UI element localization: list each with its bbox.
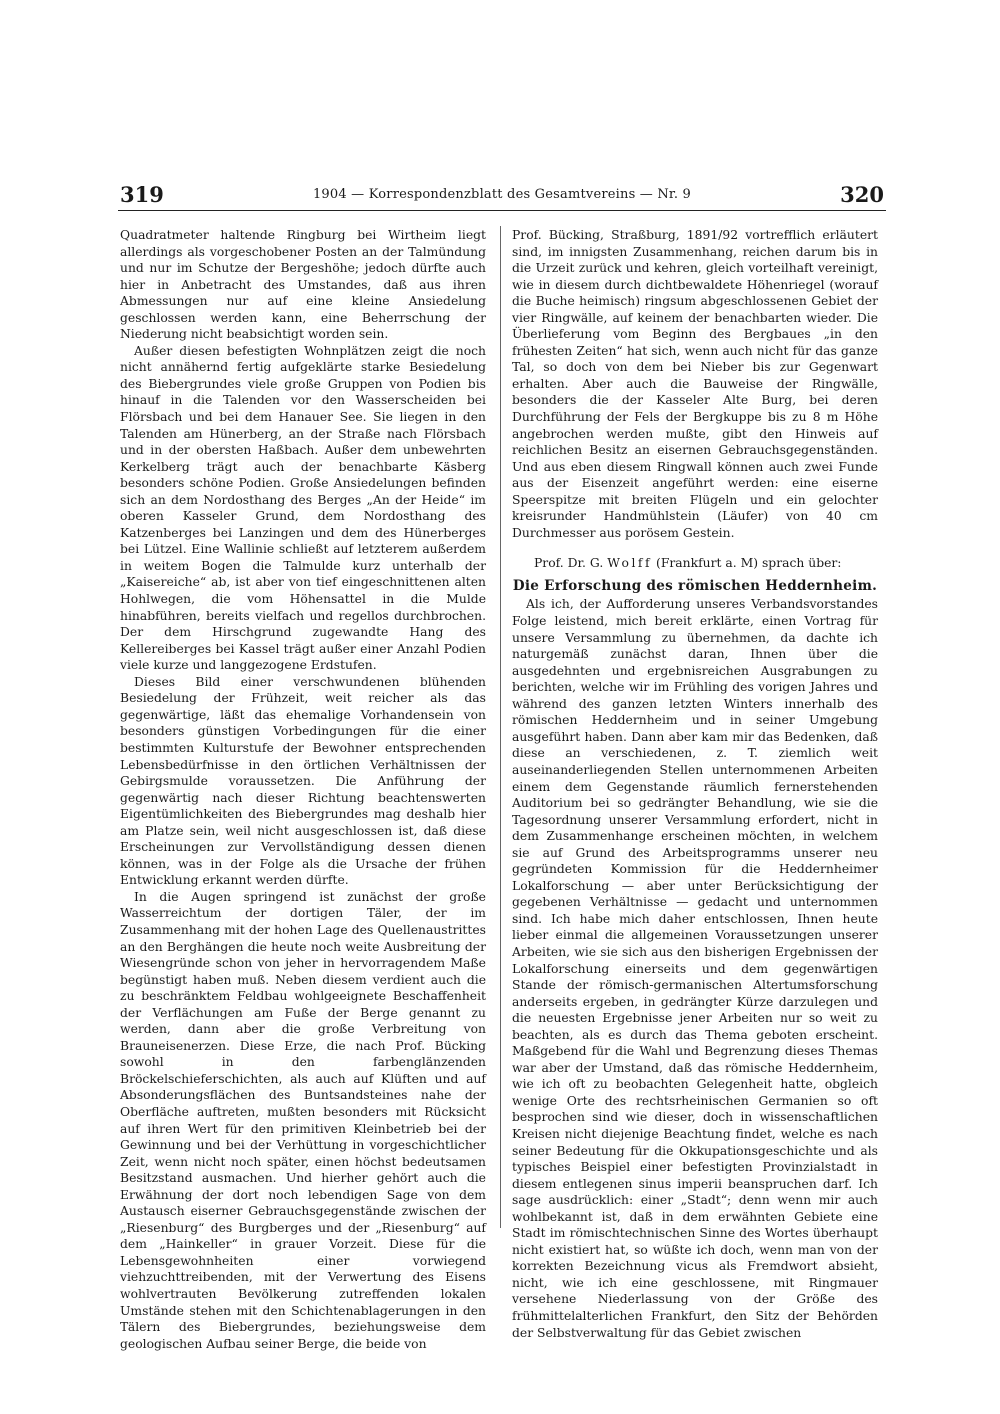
column-divider xyxy=(500,226,501,1228)
paragraph: Dieses Bild einer verschwundenen blühenden Besiedelung der Frühzeit, weit reicher als das gegenwärtige, läßt das ehemalige Vorhandensein von besonders günstigen Vorbedingungen für die einer bestimmten Kulturstufe der Bewohner entsprechenden Lebensbedürfnisse in den örtlichen Verhältnissen der Gebirgsmulde voraussetzen. Die Anführung der gegenwärtig nach dieser Richtung beachtenswerten Eigentümlichkeiten des Biebergrundes mag deshalb hier am Platze sein, weil nicht ausgeschlossen ist, daß diese Erscheinungen zur Vervollständigung dessen dienen können, was in der Folge als die Ursache der frühen Entwicklung erkannt werden dürfte. xyxy=(120,674,486,888)
speaker-topic: (Frankfurt a. M) sprach über: xyxy=(656,556,842,571)
paragraph: Quadratmeter haltende Ringburg bei Wirtheim liegt allerdings als vorgeschobener Posten an der Talmündung und nur im Schutze der Bergeshöhe; jedoch dürfte auch hier in Anbetracht des Umstandes, daß aus ihren Abmessungen nur auf eine kleine Ansiedelung geschlossen werden kann, eine Beherrschung der Niederung nicht beabsichtigt worden sein. xyxy=(120,228,486,342)
running-title: 1904 — Korrespondenzblatt des Gesamtvereins — Nr. 9 xyxy=(312,187,692,202)
page-number-right: 320 xyxy=(840,182,884,207)
paragraph: Prof. Bücking, Straßburg, 1891/92 vortrefflich erläutert sind, im innigsten Zusammenhang, reichen darum bis in die Urzeit zurück und kehren, gleich vorteilhaft vereinigt, wie in diesem durch dichtbewaldete Höhenriegel (worauf die Buche heimisch) ringsum abgeschlossenen Gebiet der vier Ringwälle, auf keinem der benachbarten wieder. Die Überlieferung vom Beginn des Bergbaues „in den frühesten Zeiten“ hat sich, wenn auch nicht für das ganze Tal, so doch von dem bei Nieber bis zur Gegenwart erhalten. Aber auch die Bauweise der Ringwälle, besonders die der Kasseler Alte Burg, bei deren Durchführung der Fels der Bergkuppe bis zu 8 m Höhe angebrochen werden mußte, gibt den Hinweis auf reichlichen Besitz an eisernen Gebrauchsgegenständen. Und aus eben diesem Ringwall können auch zwei Funde aus der Eisenzeit angeführt werden: eine eiserne Speerspitze mit breiten Flügeln und ein gelochter kreisrunder Handmühlstein (Läufer) von 40 cm Durchmesser aus porösem Gestein. xyxy=(512,228,878,540)
page-number-left: 319 xyxy=(120,182,164,207)
right-column xyxy=(512,227,878,1341)
speaker-title: Prof. Dr. G. xyxy=(534,556,604,571)
left-column xyxy=(120,227,486,1352)
paragraph: In die Augen springend ist zunächst der große Wasserreichtum der dortigen Täler, der im Zusammenhang mit der hohen Lage des Quellenaustrittes an den Berghängen die heute noch weite Ausbreitung der Wiesengründe schon von jeher in hervorragendem Maße begünstigt haben muß. Neben diesem verdient auch die zu beschränktem Feldbau wohlgeeignete Beschaffenheit der Verflächungen am Fuße der Berge genannt zu werden, dann aber die große Verbreitung von Brauneisenerzen. Diese Erze, die nach Prof. Bücking sowohl in den farbenglänzenden Bröckelschieferschichten, als auch auf Klüften und auf Absonderungsflächen des Buntsandsteines nahe der Oberfläche auftreten, mußten besonders mit Rücksicht auf ihren Wert für den primitiven Kleinbetrieb bei der Gewinnung und bei der Verhüttung in vorgeschichtlicher Zeit, wenn nicht noch später, einen höchst bedeutsamen Besitzstand ausmachen. Und hierher gehört auch die Erwähnung der dort noch lebendigen Sage von dem Austausch eiserner Gebrauchsgegenstände zwischen der „Riesenburg“ des Burgberges und der „Riesenburg“ auf dem „Hainkeller“ in grauer Vorzeit. Diese für die Lebensgewohnheiten einer vorwiegend viehzuchttreibenden, mit der Verwertung des Eisens wohlvertrauten Bevölkerung zutreffenden lokalen Umstände stehen mit den Schichtenablagerungen in den Tälern des Biebergrundes, beziehungsweise dem geologischen Aufbau seiner Berge, die beide von xyxy=(120,889,486,1351)
paragraph: Außer diesen befestigten Wohnplätzen zeigt die noch nicht annähernd fertig aufgeklärte starke Besiedelung des Biebergrundes viele große Gruppen von Podien bis hinauf in die Talenden vor den Wasserscheiden bei Flörsbach und bei dem Hanauer See. Sie liegen in den Talenden am Hünerberg, an der Straße nach Flörsbach und in der obersten Haßbach. Außer dem unbewehrten Kerkelberg trägt auch der benachbarte Käsberg besonders schöne Podien. Große Ansiedelungen befinden sich an dem Nordosthang des Berges „An der Heide“ im oberen Kasseler Grund, dem Nordosthang des Katzenberges bei Lanzingen und dem des Hünerberges bei Lützel. Eine Wallinie schließt auf letzterem außerdem in weitem Bogen die Talmulde kurz unterhalb der „Kaisereiche“ ab, ist aber von tief eingeschnittenen alten Hohlwegen, die vom Höhensattel in die Mulde hinabführen, bereits vielfach und regellos durchbrochen. Der dem Hirschgrund zugewandte Hang des Kellereiberges bei Kassel trägt außer einer Anzahl Podien viele kurze und langgezogene Erdstufen. xyxy=(120,343,486,673)
speaker-name: Wolff xyxy=(607,556,653,571)
section-heading: Die Erforschung des römischen Heddernheim. xyxy=(512,577,878,594)
page-header xyxy=(118,180,886,211)
speaker-line xyxy=(512,555,878,572)
paragraph: Als ich, der Aufforderung unseres Verbandsvorstandes Folge leistend, mich bereit erklärte, einen Vortrag für unsere Versammlung zu übernehmen, da dachte ich naturgemäß zunächst daran, Ihnen über die ausgedehnten und ergebnisreichen Ausgrabungen zu berichten, welche wir im Frühling des vorigen Jahres und während des ganzen letzten Winters innerhalb des römischen Heddernheim und in seiner Umgebung ausgeführt haben. Dann aber kam mir das Bedenken, daß diese an verschiedenen, z. T. ziemlich weit auseinanderliegenden Stellen unternommenen Arbeiten einem dem Gegenstande räumlich fernerstehenden Auditorium bei so gedrängter Behandlung, wie sie die Tagesordnung unserer Versammlung erfordert, nicht in dem Zusammenhange erscheinen möchten, in welchem sie auf Grund des Arbeitsprogramms unserer neu gegründeten Kommission für die Heddernheimer Lokalforschung — aber unter Berücksichtigung der gegebenen Verhältnisse — gedacht und unternommen sind. Ich habe mich daher entschlossen, Ihnen heute lieber einmal die allgemeinen Voraussetzungen unserer Arbeiten, wie sie sich aus den bisherigen Ergebnissen der Lokalforschung einerseits und dem gegenwärtigen Stande der römisch-germanischen Altertumsforschung anderseits ergeben, in gedrängter Kürze darzulegen und die neuesten Ergebnisse jener Arbeiten nur so weit zu beachten, als es durch das Thema geboten erscheint. Maßgebend für die Wahl und Begrenzung dieses Themas war aber der Umstand, daß das römische Heddernheim, wie ich oft zu beobachten Gelegenheit hatte, obgleich wenige Orte des rechtsrheinischen Germanien so oft besprochen sind wie dieser, doch in wissenschaftlichen Kreisen nicht diejenige Beachtung findet, welche es nach seiner Bedeutung für die Okkupationsgeschichte und als typisches Beispiel einer befestigten Provinzialstadt in diesem entlegenen sinus imperii beanspruchen darf. Ich sage ausdrücklich: einer „Stadt“; denn wenn mir auch wohlbekannt ist, daß in dem erwähnten Gebiete eine Stadt im römischtechnischen Sinne des Wortes überhaupt nicht existiert hat, so wüßte ich doch, wenn man von der korrekten Bezeichnung vicus als Fremdwort absieht, nicht, wie ich eine geschlossene, mit Ringmauer versehene Niederlassung von der Größe des frühmittelalterlichen Frankfurt, den Sitz der Behörden der Selbstverwaltung für das Gebiet zwischen xyxy=(512,597,878,1340)
